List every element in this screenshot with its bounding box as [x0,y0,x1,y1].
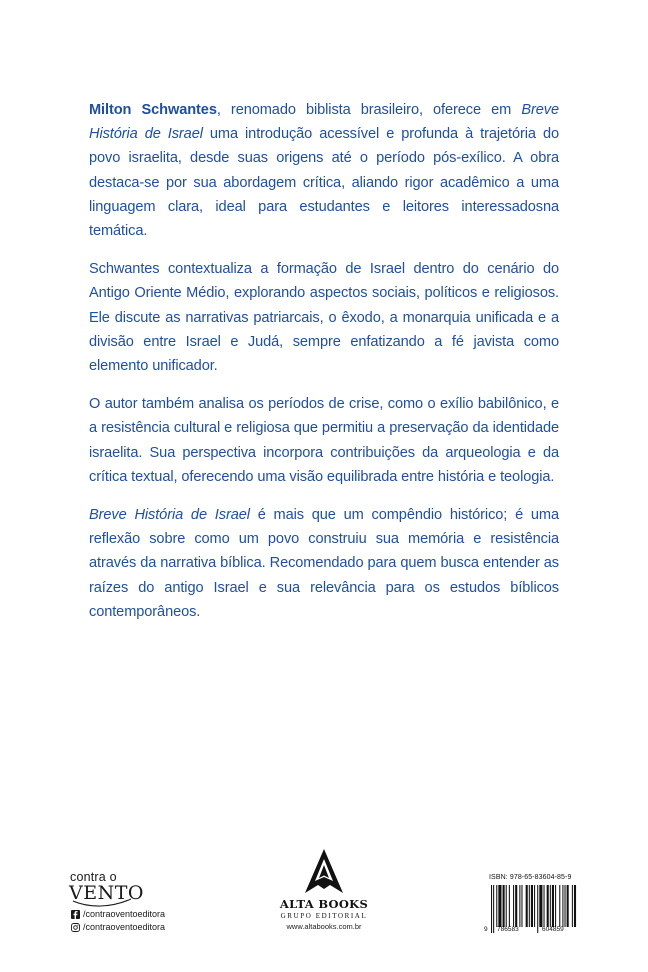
barcode-bar [515,885,517,927]
instagram-handle: /contraoventoeditora [83,922,166,932]
barcode-bar [534,885,535,927]
barcode-bar [544,885,545,927]
barcode-bar [526,885,528,927]
barcode-bar [562,885,563,927]
barcode-bar [559,885,560,927]
barcode-bar [552,885,554,927]
barcode-bar [496,885,497,927]
barcode-bar [498,885,501,927]
barcode-bar [574,885,576,927]
barcode-lead-digit: 9 [484,926,488,933]
paragraph-1-part-a: , renomado biblista brasileiro, oferece em [216,102,522,118]
logo-swash [71,898,133,908]
contra-o-vento-logo [69,870,149,906]
barcode-group-2: 604859 [542,926,564,933]
paragraph-3: O autor também analisa os períodos de crise, como o exílio babilônico, e a resistência cultural e religiosa que permitiu a preservação da identidade israelita. Sua perspectiva incorpora contribuições da arqueologia e da crítica textual, oferecendo uma visão equilibrada entre história e teologia. [89,396,559,485]
barcode-bar [572,885,573,927]
book-title-italic-2: Breve História de Israel [89,507,250,524]
barcode-bar [537,885,538,933]
alta-books-url: www.altabooks.com.br [286,922,362,931]
logo-top-text: contra o [70,870,117,884]
facebook-icon [71,910,80,919]
barcode-group-1: 786583 [497,926,519,933]
barcode-bar [503,885,505,927]
barcode-bar [519,885,520,927]
paragraph-1-part-b: uma introdução acessível e profunda à trajetória do povo israelita, desde suas origens até o período pós-exílico. A obra destaca-se por sua abordagem crítica, aliando rigor acadêmico a uma linguagem clara, ideal para estudantes e leitores interessadosna temática. [89,126,560,240]
paragraph-1 [89,98,559,243]
alta-books-logo [274,847,374,920]
barcode-bar [555,885,556,927]
barcode-bar [539,885,542,927]
alta-books-name: ALTA BOOKS [279,897,369,911]
barcode-bar [521,885,522,927]
barcode-bar [550,885,551,927]
logo-main-text: VENTO [69,882,144,904]
barcode-bar [529,885,530,927]
isbn-label: ISBN: 978-65-83604-85-9 [489,874,572,881]
alta-books-emblem-icon [303,847,345,895]
facebook-handle: /contraoventoeditora [83,909,166,919]
paragraph-4 [89,503,559,624]
instagram-link[interactable] [71,922,165,932]
alta-books-subtitle: GRUPO EDITORIAL [280,912,368,920]
barcode-bar [565,885,566,927]
instagram-icon [71,923,80,932]
paragraph-2: Schwantes contextualiza a formação de Israel dentro do cenário do Antigo Oriente Médio, explorando aspectos sociais, políticos e religiosos. Ele discute as narrativas patriarcais, o êxodo, a monarquia unificada e a divisão entre Israel e Judá, sempre enfatizando a fé javista como elemento unificador. [89,261,559,375]
barcode-bar [531,885,533,927]
barcode-bar [547,885,549,927]
barcode-bar [567,885,569,927]
paragraph-4-rest: é mais que um compêndio histórico; é uma reflexão sobre como um povo construiu sua memória e resistência através da narrativa bíblica. Recomendado para quem busca entender as raízes do antigo Israel e sua relevância para os estudos bíblicos contemporâneos. [89,507,559,620]
facebook-link[interactable] [71,909,165,919]
author-name: Milton Schwantes [89,102,217,118]
synopsis [89,98,559,638]
barcode-bar [493,885,494,933]
barcode-bar [509,885,510,927]
barcode-bar [491,885,492,933]
barcode-bar [513,885,514,927]
barcode-bar [506,885,507,927]
book-title-italic: Breve História de Israel [89,102,559,143]
